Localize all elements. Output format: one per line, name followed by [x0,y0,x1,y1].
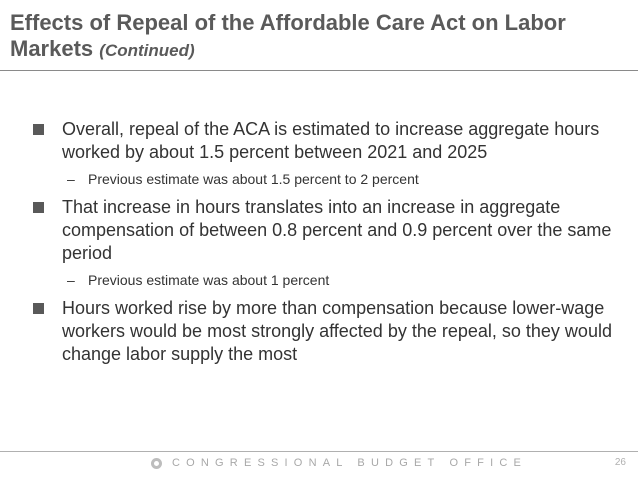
bullet-item-3 [30,297,620,366]
bullet-item-2 [30,196,620,265]
slide-title-area [10,10,620,64]
bullet-item-1 [30,118,620,164]
sub-bullet-item-2 [30,271,620,289]
sub-bullet-text-2: Previous estimate was about 1 percent [88,272,330,288]
slide-title [10,10,620,64]
dash-bullet-icon: – [67,272,75,288]
slide-title-suffix: (Continued) [99,41,195,60]
title-divider [0,70,638,71]
square-bullet-icon [33,303,44,314]
sub-bullet-item-1 [30,170,620,188]
slide-footer [0,455,638,475]
dash-bullet-icon: – [67,171,75,187]
bullet-text-2: That increase in hours translates into an increase in aggregate compensation of between 0.8 percent and 0.9 percent over the same period [62,197,612,263]
bullet-text-3: Hours worked rise by more than compensation because lower-wage workers would be most strongly affected by the repeal, so they would change labor supply the most [62,298,612,364]
sub-bullet-text-1: Previous estimate was about 1.5 percent to 2 percent [88,171,419,187]
footer-divider [0,451,638,452]
bullet-text-1: Overall, repeal of the ACA is estimated to increase aggregate hours worked by about 1.5 percent between 2021 and 2025 [62,119,600,162]
slide-content [30,118,620,366]
square-bullet-icon [33,202,44,213]
page-number: 26 [614,457,626,468]
slide-title-main: Effects of Repeal of the Affordable Care Act on Labor Markets [10,10,566,61]
cbo-logo-icon [151,458,162,469]
square-bullet-icon [33,124,44,135]
footer-org-name: CONGRESSIONAL BUDGET OFFICE [172,457,528,469]
